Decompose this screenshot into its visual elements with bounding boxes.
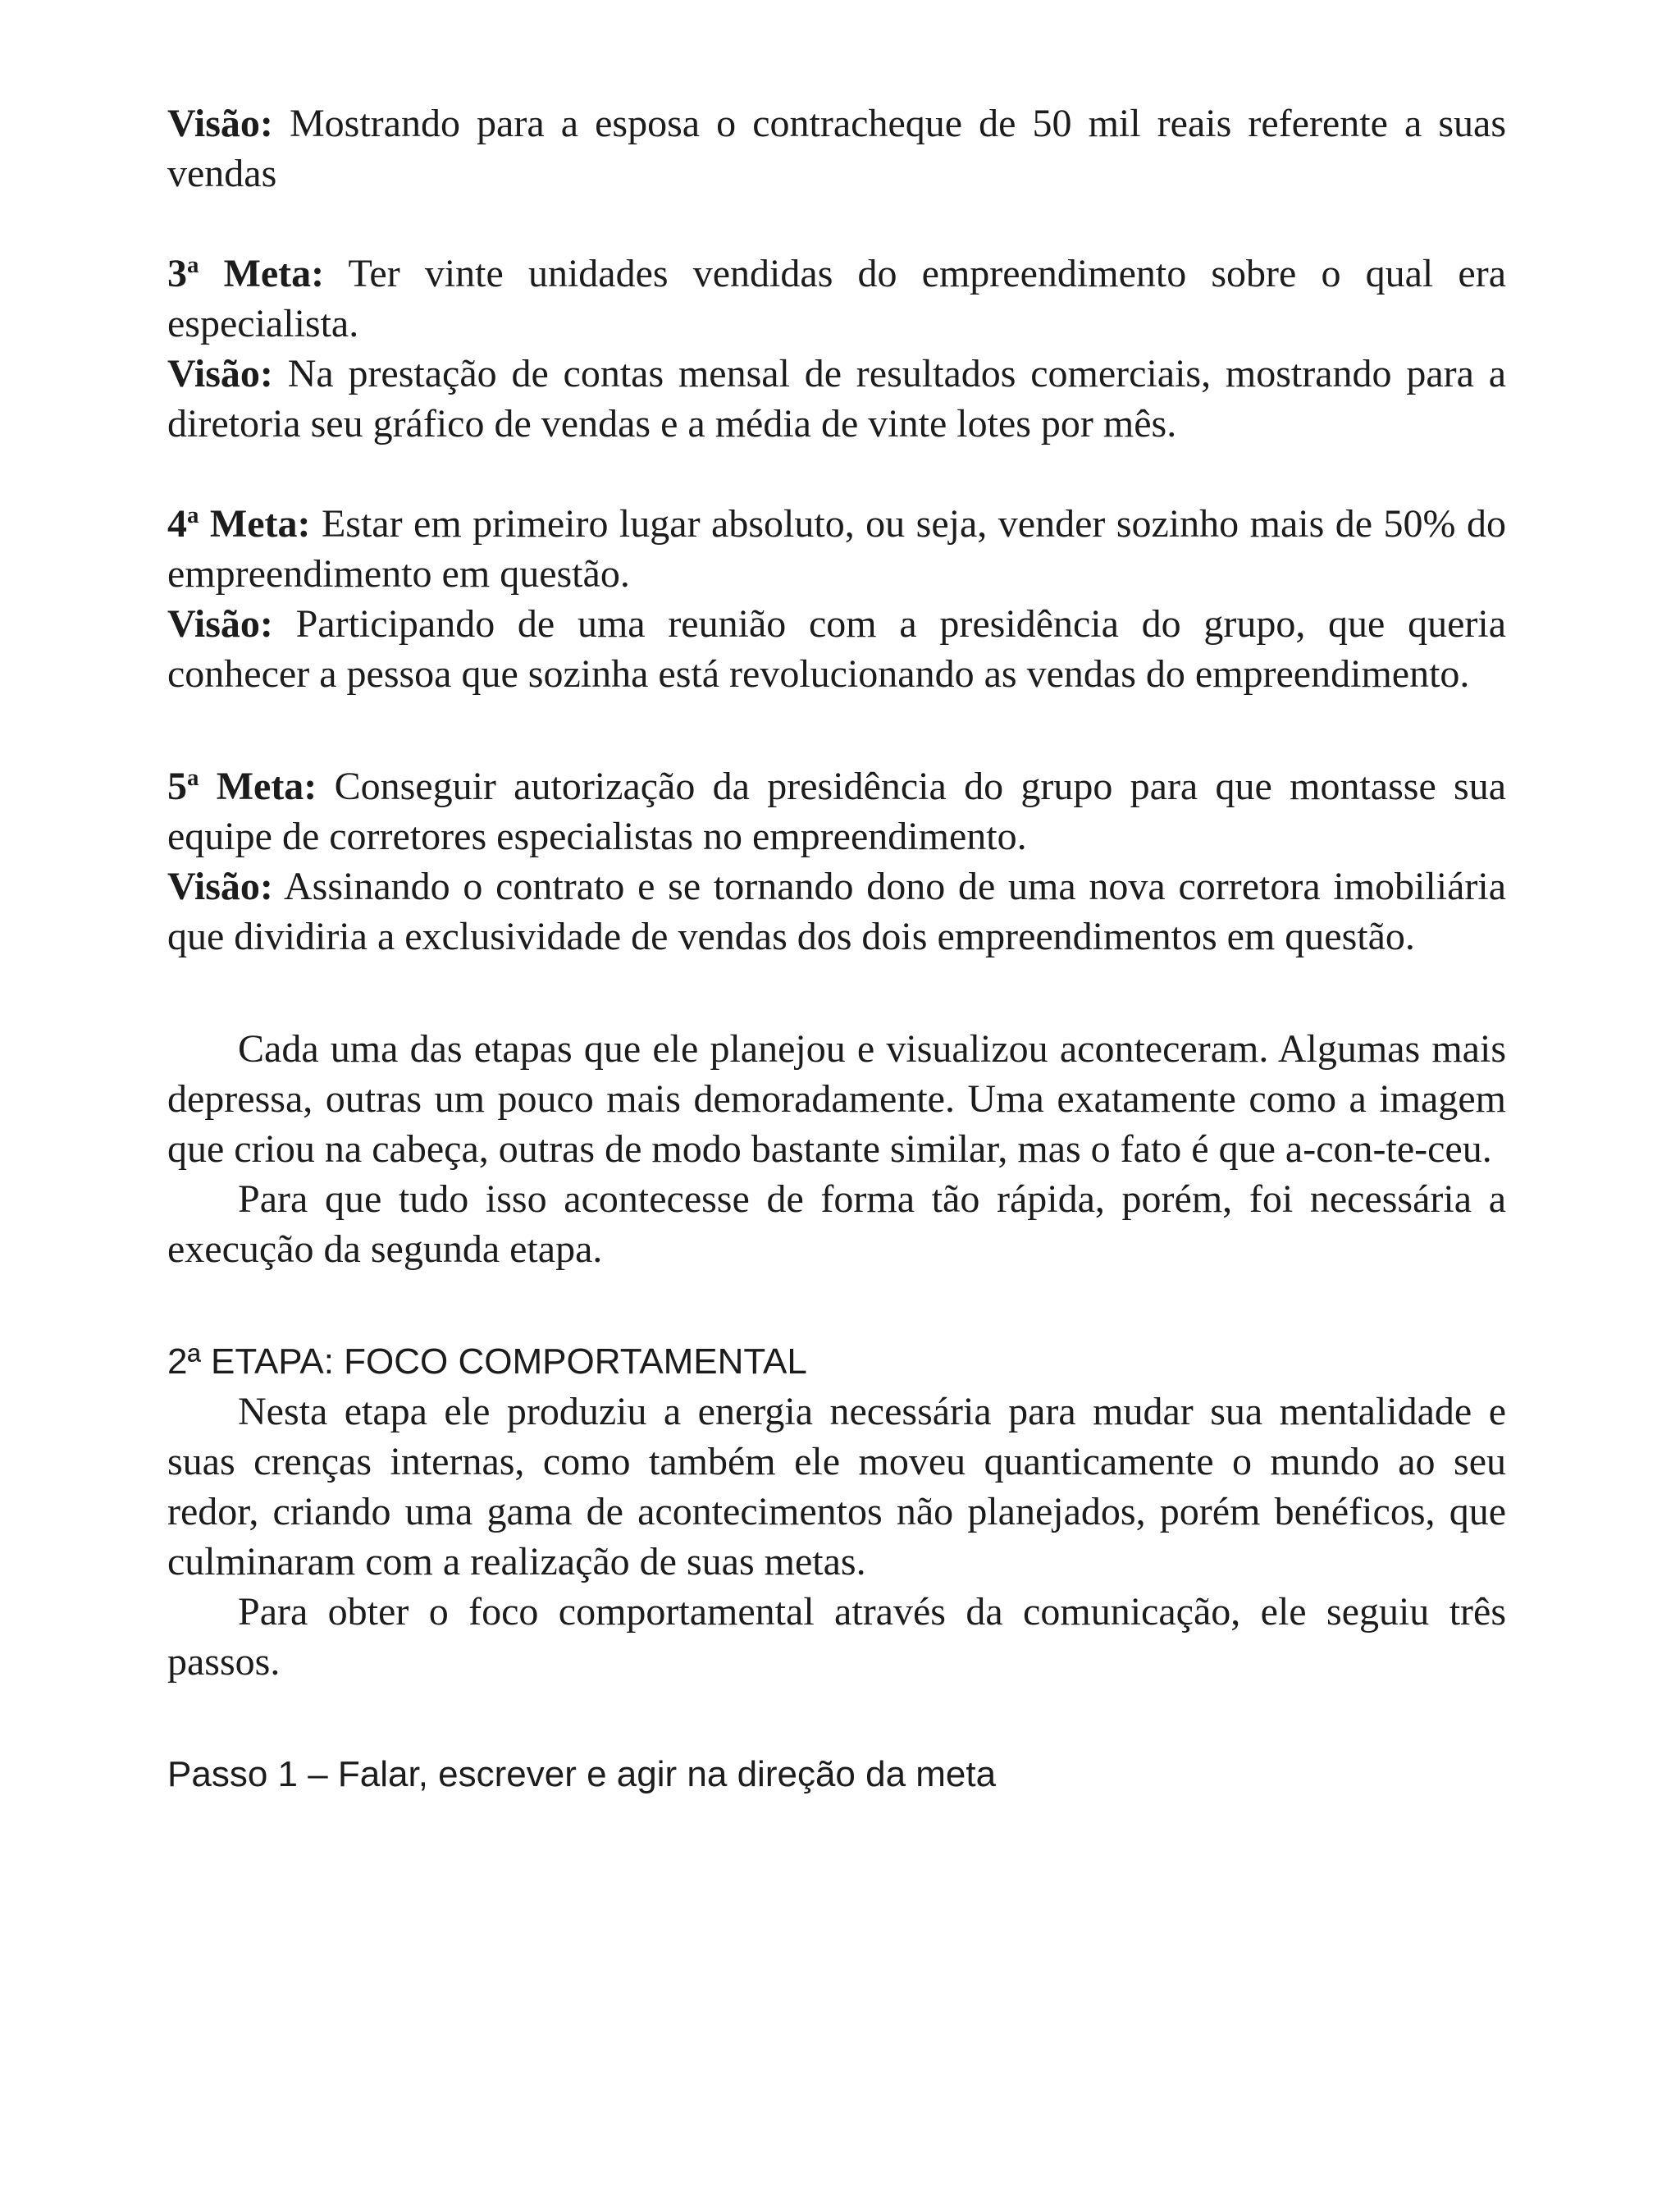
- meta-3-visao: [167, 349, 1506, 449]
- body-paragraph-2: Para que tudo isso acontecesse de forma tão rápida, porém, foi necessária a execução da segunda etapa.: [167, 1177, 1506, 1271]
- section-heading: 2ª ETAPA: FOCO COMPORTAMENTAL: [167, 1341, 807, 1382]
- meta-3-label: 3$^a$ Meta:: [167, 252, 325, 295]
- meta-5-text: Conseguir autorização da presidência do grupo para que montasse sua equipe de corretores especialistas no empreendimento.: [167, 765, 1507, 858]
- meta-3-block: [167, 249, 1506, 349]
- visao-text: Na prestação de contas mensal de resultados comerciais, mostrando para a diretoria seu gráfico de vendas e a média de vinte lotes por mês.: [167, 352, 1507, 446]
- visao-text: Assinando o contrato e se tornando dono de uma nova corretora imobiliária que dividiria a exclusividade de vendas dos dois empreendimentos em questão.: [167, 865, 1506, 958]
- visao-label: Visão:: [167, 602, 273, 646]
- spacer: [167, 699, 1506, 761]
- spacer: [167, 1274, 1506, 1337]
- spacer: [167, 199, 1506, 249]
- visao-block-2: [167, 98, 1506, 199]
- meta-4-text: Estar em primeiro lugar absoluto, ou seja, vender sozinho mais de 50% do empreendimento em questão.: [167, 502, 1507, 596]
- meta-4-block: [167, 499, 1506, 599]
- visao-label: Visão:: [167, 352, 273, 395]
- spacer: [167, 1687, 1506, 1749]
- visao-text: Participando de uma reunião com a presidência do grupo, que queria conhecer a pessoa que sozinha está revolucionando as vendas do empreendimento.: [167, 602, 1506, 696]
- meta-5-label: 5$^a$ Meta:: [167, 765, 317, 808]
- visao-text: Mostrando para a esposa o contracheque de 50 mil reais referente a suas vendas: [167, 102, 1506, 195]
- visao-label: Visão:: [167, 102, 273, 145]
- meta-5-visao: [167, 861, 1506, 962]
- spacer: [167, 962, 1506, 1024]
- section-paragraph-2: Para obter o foco comportamental através da comunicação, ele seguiu três passos.: [167, 1590, 1506, 1684]
- visao-label: Visão:: [167, 865, 273, 908]
- meta-3-text: Ter vinte unidades vendidas do empreendimento sobre o qual era especialista.: [167, 252, 1507, 345]
- meta-5-block: [167, 761, 1506, 861]
- step-heading: Passo 1 – Falar, escrever e agir na direção da meta: [167, 1754, 997, 1794]
- spacer: [167, 449, 1506, 499]
- meta-4-visao: [167, 599, 1506, 699]
- meta-4-label: 4$^a$ Meta:: [167, 502, 311, 546]
- section-paragraph-1: Nesta etapa ele produziu a energia necessária para mudar sua mentalidade e suas crenças internas, como também ele moveu quanticamente o mundo ao seu redor, criando uma gama de acontecimentos não planejados, porém benéficos, que culminaram com a realização de suas metas.: [167, 1390, 1506, 1583]
- body-paragraph-1: Cada uma das etapas que ele planejou e visualizou aconteceram. Algumas mais depressa, outras um pouco mais demoradamente. Uma exatamente como a imagem que criou na cabeça, outras de modo bastante similar, mas o fato é que a-con-te-ceu.: [167, 1027, 1506, 1171]
